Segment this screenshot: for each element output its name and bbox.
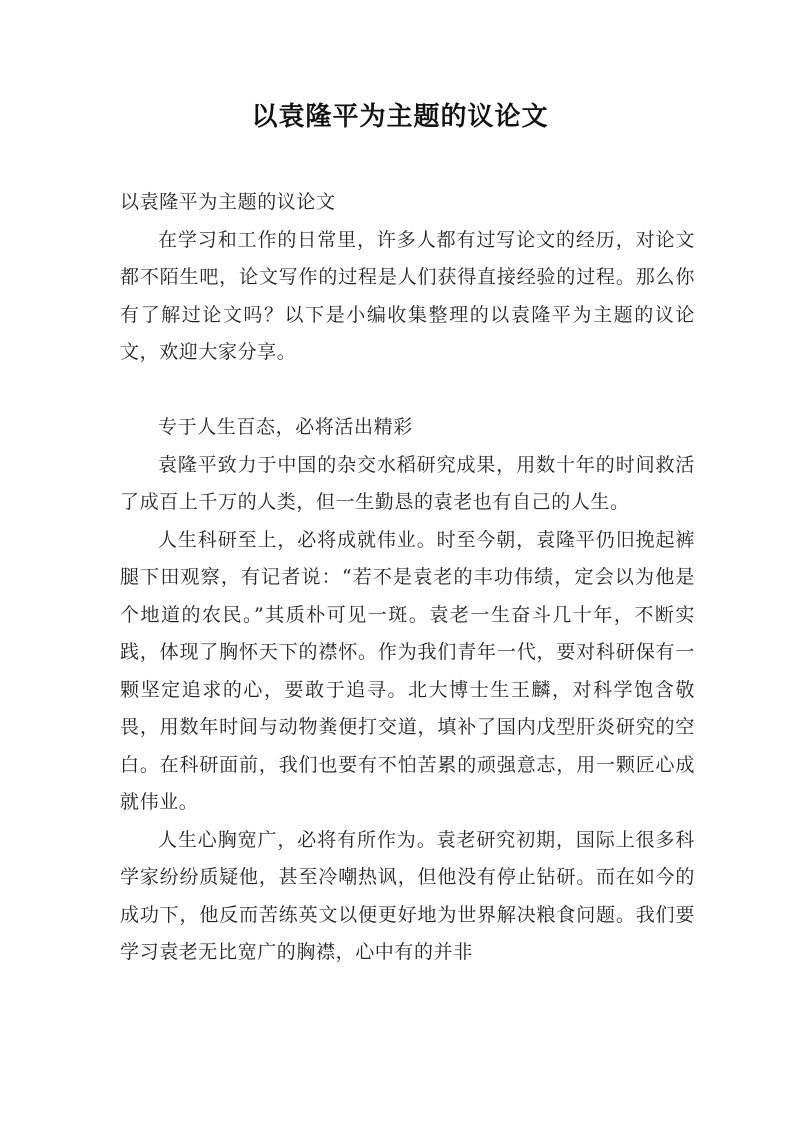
- body-paragraph: 袁隆平致力于中国的杂交水稻研究成果，用数十年的时间救活了成百上千万的人类，但一生勤恳的袁老也有自己的人生。: [120, 453, 695, 513]
- body-paragraph: 人生心胸宽广，必将有所作为。袁老研究初期，国际上很多科学家纷纷质疑他，甚至冷嘲热讽，但他没有停止钻研。而在如今的成功下，他反而苦练英文以便更好地为世界解决粮食问题。我们要学习袁老无比宽广的胸襟，心中有的并非: [120, 828, 695, 963]
- body-paragraph: 人生科研至上，必将成就伟业。时至今朝，袁隆平仍旧挽起裤腿下田观察，有记者说：“若不是袁老的丰功伟绩，定会以为他是个地道的农民。”其质朴可见一斑。袁老一生奋斗几十年，不断实践，体现了胸怀天下的襟怀。作为我们青年一代，要对科研保有一颗坚定追求的心，要敢于追寻。北大博士生王麟，对科学饱含敬畏，用数年时间与动物粪便打交道，填补了国内戊型肝炎研究的空白。在科研面前，我们也要有不怕苦累的顽强意志，用一颗匠心成就伟业。: [120, 528, 695, 813]
- document-body: [120, 184, 695, 972]
- intro-paragraph: 在学习和工作的日常里，许多人都有过写论文的经历，对论文都不陌生吧，论文写作的过程是人们获得直接经验的过程。那么你有了解过论文吗？以下是小编收集整理的以袁隆平为主题的议论文，欢迎大家分享。: [120, 228, 695, 363]
- paragraph-spacer: [120, 372, 695, 410]
- document-title: 以袁隆平为主题的议论文: [251, 102, 549, 132]
- document-subtitle: 以袁隆平为主题的议论文: [120, 191, 336, 213]
- section-heading: 专于人生百态，必将活出精彩: [158, 416, 413, 438]
